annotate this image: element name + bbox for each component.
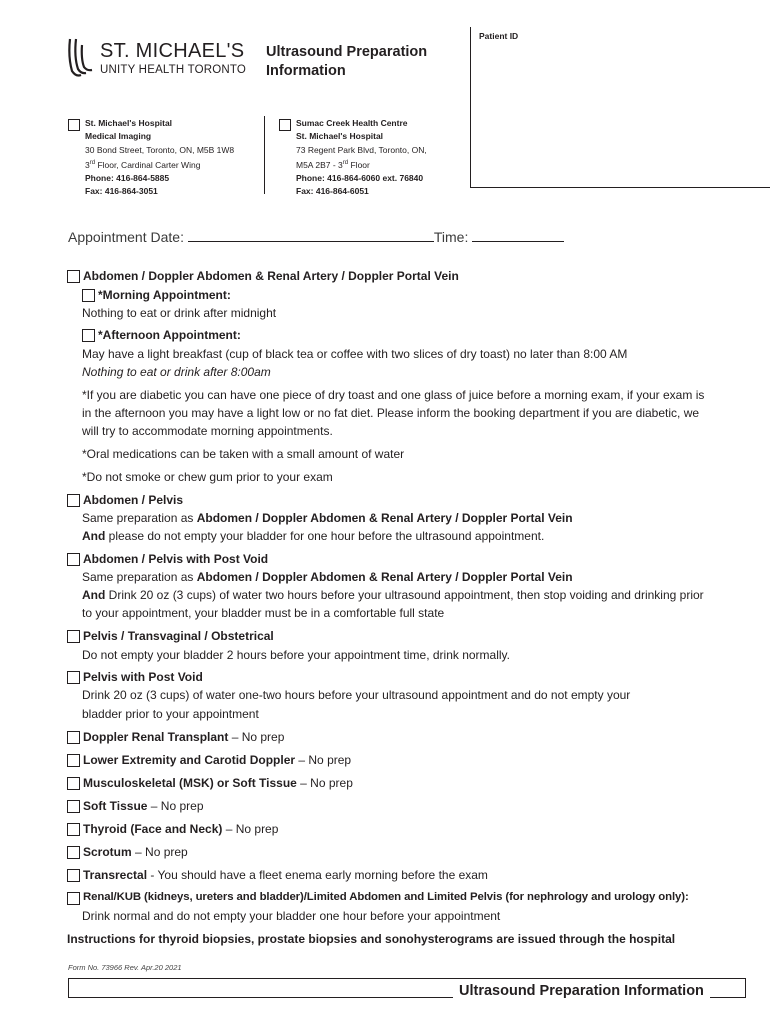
morning-text: Nothing to eat or drink after midnight [82,306,277,320]
section-title-abdomen-pelvis: Abdomen / Pelvis [83,493,184,507]
doppler-renal-transplant: Doppler Renal Transplant – No prep [83,730,285,744]
patient-id-box[interactable] [470,27,770,188]
pelvis-tv-text: Do not empty your bladder 2 hours before your appointment time, drink normally. [82,648,510,662]
abdomen-pelvis-postvoid-same: Same preparation as Abdomen / Doppler Abdomen & Renal Artery / Doppler Portal Vein [82,570,573,584]
pelvis-postvoid-text-2: bladder prior to your appointment [82,707,259,721]
checkbox-pelvis-postvoid[interactable] [67,671,80,684]
scrotum: Scrotum – No prep [83,845,188,859]
checkbox-afternoon[interactable] [82,329,95,342]
section-title-abdomen-pelvis-postvoid: Abdomen / Pelvis with Post Void [83,552,269,566]
checkbox-abdomen-doppler[interactable] [67,270,80,283]
checkbox-msk[interactable] [67,777,80,790]
msk-soft-tissue: Musculoskeletal (MSK) or Soft Tissue – No prep [83,776,353,790]
patient-id-label: Patient ID [479,31,519,41]
afternoon-title: *Afternoon Appointment: [98,328,241,342]
location-checkbox-sumac[interactable] [279,118,291,136]
org-subtitle: UNITY HEALTH TORONTO [100,64,247,76]
renal-kub-text: Drink normal and do not empty your bladder one hour before your appointment [82,909,501,923]
checkbox-transrectal[interactable] [67,869,80,882]
appointment-time-field[interactable] [472,229,564,242]
appointment-date-label: Appointment Date: [68,229,184,245]
diabetic-note-1: *If you are diabetic you can have one piece of dry toast and one glass of juice before a morning exam, if your exam is [82,388,705,402]
location-sumac: Sumac Creek Health Centre St. Michael's Hospital 73 Regent Park Blvd, Toronto, ON, M5A 2B7 - 3rd Floor Phone: 416-864-6060 ext. 76840 Fax: 416-864-6051 [296,118,427,197]
checkbox-soft-tissue[interactable] [67,800,80,813]
location-checkbox-smh[interactable] [68,118,80,136]
location-divider [264,116,265,194]
org-name: ST. MICHAEL'S [100,40,245,62]
checkbox-abdomen-pelvis[interactable] [67,494,80,507]
diabetic-note-2: in the afternoon you may have a light low or no fat diet. Please inform the booking department if you are diabetic, we [82,406,700,420]
document-title: Ultrasound Preparation Information [266,44,428,79]
checkbox-lower-extremity[interactable] [67,754,80,767]
location-smh: St. Michael's Hospital Medical Imaging 30 Bond Street, Toronto, ON, M5B 1W8 3rd Floor, Cardinal Carter Wing Phone: 416-864-5885 Fax: 416-864-3051 [85,118,235,197]
lower-extremity-doppler: Lower Extremity and Carotid Doppler – No prep [83,753,352,767]
abdomen-pelvis-and: And please do not empty your bladder for one hour before the ultrasound appointment. [82,529,545,543]
no-smoke-note: *Do not smoke or chew gum prior to your exam [82,470,333,484]
oral-meds-note: *Oral medications can be taken with a small amount of water [82,447,405,461]
footer-title: Ultrasound Preparation Information [453,983,710,999]
appointment-date-field[interactable] [188,229,434,242]
thyroid: Thyroid (Face and Neck) – No prep [83,822,279,836]
checkbox-pelvis-tv[interactable] [67,630,80,643]
section-title-pelvis-postvoid: Pelvis with Post Void [83,670,203,684]
biopsy-instructions-note: Instructions for thyroid biopsies, prostate biopsies and sonohysterograms are issued through the hospital [67,932,676,946]
section-title-abdomen-doppler: Abdomen / Doppler Abdomen & Renal Artery / Doppler Portal Vein [83,269,459,283]
checkbox-abdomen-pelvis-postvoid[interactable] [67,553,80,566]
pelvis-postvoid-text-1: Drink 20 oz (3 cups) of water one-two hours before your ultrasound appointment and do not empty your [82,688,631,702]
checkbox-morning[interactable] [82,289,95,302]
appointment-time-label: Time: [433,229,469,245]
abdomen-pelvis-same: Same preparation as Abdomen / Doppler Abdomen & Renal Artery / Doppler Portal Vein [82,511,573,525]
afternoon-note: Nothing to eat or drink after 8:00am [82,365,271,379]
section-title-renal-kub: Renal/KUB (kidneys, ureters and bladder)/Limited Abdomen and Limited Pelvis (for nephrology and urology only): [83,891,689,903]
checkbox-scrotum[interactable] [67,846,80,859]
checkbox-thyroid[interactable] [67,823,80,836]
appointment-line [68,229,564,245]
form-number: Form No. 73966 Rev. Apr.20 2021 [68,963,182,972]
abdomen-pelvis-postvoid-and: And Drink 20 oz (3 cups) of water two hours before your ultrasound appointment, then stop voiding and drinking prior [82,588,704,602]
diabetic-note-3: will try to accommodate morning appointments. [82,424,333,438]
checkbox-doppler-renal-transplant[interactable] [67,731,80,744]
afternoon-text: May have a light breakfast (cup of black tea or coffee with two slices of dry toast) no later than 8:00 AM [82,347,628,361]
checkbox-renal-kub[interactable] [67,892,80,905]
section-title-pelvis-tv: Pelvis / Transvaginal / Obstetrical [83,629,274,643]
transrectal: Transrectal - You should have a fleet enema early morning before the exam [83,868,488,882]
morning-title: *Morning Appointment: [98,288,231,302]
abdomen-pelvis-postvoid-rest: to your appointment, your bladder must be in a comfortable full state [82,606,445,620]
soft-tissue: Soft Tissue – No prep [83,799,204,813]
st-michaels-logo-icon [66,37,96,77]
